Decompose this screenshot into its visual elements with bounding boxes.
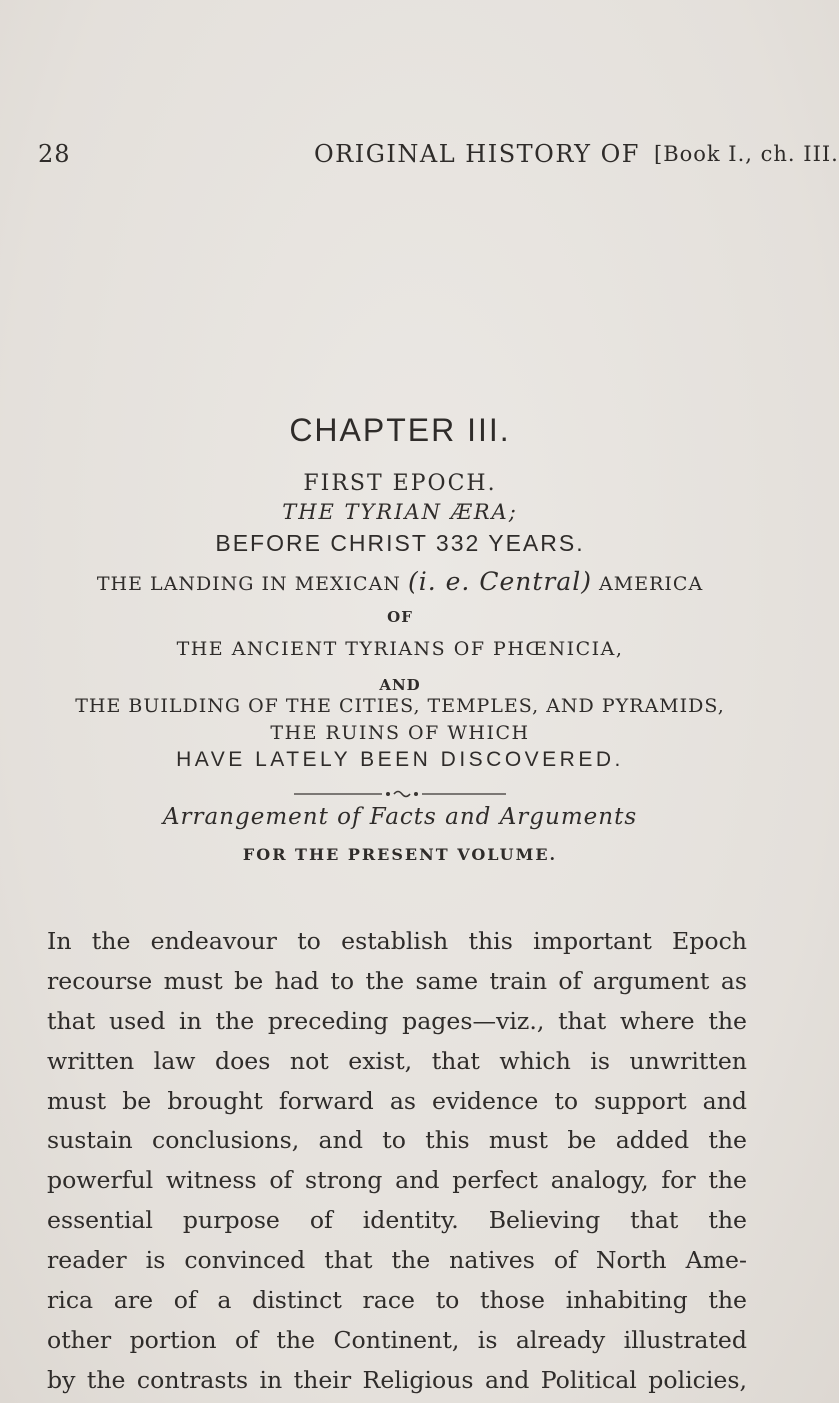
arrangement-heading: Arrangement of Facts and Arguments xyxy=(162,804,638,830)
landing-heading xyxy=(0,567,800,596)
body-line: reader is convinced that the natives of North Ame- xyxy=(47,1246,747,1275)
body-line: recourse must be had to the same train of argument as xyxy=(47,966,747,995)
ornament-divider xyxy=(290,788,510,800)
chapter-heading: CHAPTER III. xyxy=(289,412,511,448)
building-heading: THE BUILDING OF THE CITIES, TEMPLES, AND PYRAMIDS, xyxy=(75,695,725,717)
body-paragraph xyxy=(47,922,747,1401)
body-line: essential purpose of identity. Believing that the xyxy=(47,1206,747,1235)
discovered-heading: HAVE LATELY BEEN DISCOVERED. xyxy=(176,748,624,771)
page-number: 28 xyxy=(38,140,71,168)
running-title: ORIGINAL HISTORY OF xyxy=(314,140,640,168)
body-line: must be brought forward as evidence to support and xyxy=(47,1086,747,1115)
of-connector: OF xyxy=(387,608,413,626)
epoch-heading: FIRST EPOCH. xyxy=(303,471,497,496)
present-volume-heading: FOR THE PRESENT VOLUME. xyxy=(242,845,558,864)
body-line: In the endeavour to establish this important Epoch xyxy=(47,927,747,955)
ruins-heading: THE RUINS OF WHICH xyxy=(270,722,530,744)
body-line: that used in the preceding pages—viz., that where the xyxy=(47,1006,747,1035)
book-chapter-reference: [Book I., ch. III. xyxy=(654,142,839,166)
and-connector: AND xyxy=(379,676,421,694)
landing-heading-italic: (i. e. Central) xyxy=(407,567,592,596)
tyrians-heading: THE ANCIENT TYRIANS OF PHŒNICIA, xyxy=(176,638,624,660)
body-line: by the contrasts in their Religious and Political policies, xyxy=(47,1365,747,1394)
body-line: sustain conclusions, and to this must be added the xyxy=(47,1126,747,1155)
landing-heading-post: AMERICA xyxy=(599,573,704,595)
running-header xyxy=(38,140,839,180)
aera-heading: THE TYRIAN ÆRA; xyxy=(282,500,518,524)
body-line: written law does not exist, that which is unwritten xyxy=(47,1046,747,1075)
body-line: powerful witness of strong and perfect analogy, for the xyxy=(47,1166,747,1195)
body-line: rica are of a distinct race to those inhabiting the xyxy=(47,1286,747,1315)
date-heading: BEFORE CHRIST 332 YEARS. xyxy=(215,530,585,556)
body-line: other portion of the Continent, is already illustrated xyxy=(47,1325,747,1354)
landing-heading-pre: THE LANDING IN MEXICAN xyxy=(96,573,401,595)
